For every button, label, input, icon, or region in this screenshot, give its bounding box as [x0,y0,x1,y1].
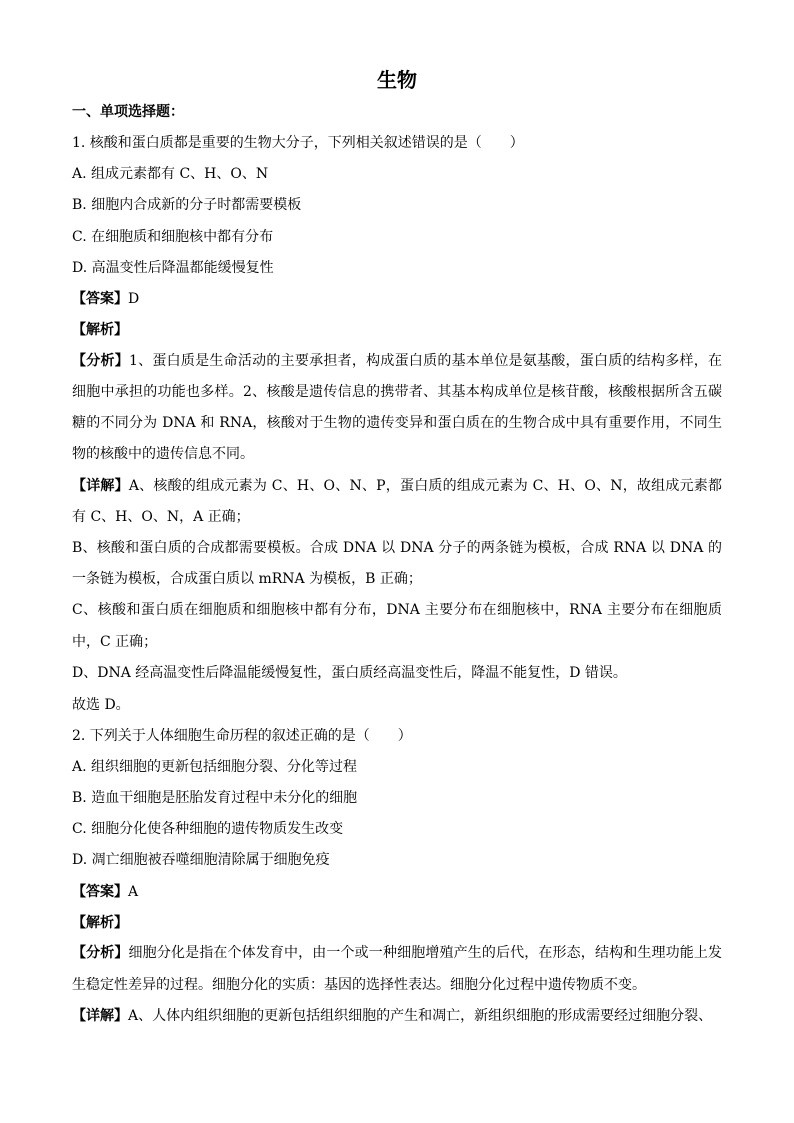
question-2-option-b: B. 造血干细胞是胚胎发育过程中未分化的细胞 [72,790,358,807]
analysis-tag: 【解析】 [72,322,128,339]
question-2-xiangjie-a [72,1006,722,1026]
question-1-answer [72,289,722,309]
question-1-option-a: A. 组成元素都有 C、H、O、N [72,166,269,183]
question-1-option-c: C. 在细胞质和细胞核中都有分布 [72,228,274,245]
question-2-answer [72,882,722,902]
question-2-option-c: C. 细胞分化使各种细胞的遗传物质发生改变 [72,821,344,838]
fenxi-tag: 【分析】 [72,352,129,369]
section-heading: 一、单项选择题： [72,104,184,120]
question-2-analysis-heading [72,913,722,933]
question-1-xiangjie-b: B、核酸和蛋白质的合成都需要模板。合成 DNA 以 DNA 分子的两条链为模板，合成 RNA 以 DNA 的一条链为模板，合成蛋白质以 mRNA 为模板，B 正确； [72,539,722,588]
xiangjie-text: A、核酸的组成元素为 C、H、O、N、P，蛋白质的组成元素为 C、H、O、N，故组成元素都有 C、H、O、N，A 正确； [72,477,722,525]
question-1-analysis-heading [72,320,722,340]
question-1-xiangjie-d: D、DNA 经高温变性后降温能缓慢复性，蛋白质经高温变性后，降温不能复性，D 错误。 [72,665,627,682]
answer-tag: 【答案】 [72,883,128,900]
question-1-fenxi [72,346,722,471]
analysis-tag: 【解析】 [72,914,128,931]
xiangjie-tag: 【详解】 [72,477,129,494]
answer-value: D [128,290,140,307]
fenxi-text: 1、蛋白质是生命活动的主要承担者，构成蛋白质的基本单位是氨基酸，蛋白质的结构多样，在细胞中承担的功能也多样。2、核酸是遗传信息的携带者、其基本构成单位是核苷酸，核酸根据所含五碳糖的不同分为 DNA 和 RNA，核酸对于生物的遗传变异和蛋白质在的生物合成中具有重要作用，不同生物的核酸中的遗传信息不同。 [72,352,723,463]
question-2-stem: 2. 下列关于人体细胞生命历程的叙述正确的是（ ） [72,727,412,744]
page-title: 生物 [377,68,417,92]
answer-value: A [128,883,139,900]
fenxi-text: 细胞分化是指在个体发育中，由一个或一种细胞增殖产生的后代，在形态，结构和生理功能上发生稳定性差异的过程。细胞分化的实质：基因的选择性表达。细胞分化过程中遗传物质不变。 [72,945,723,993]
question-1-stem: 1. 核酸和蛋白质都是重要的生物大分子，下列相关叙述错误的是（ ） [72,135,524,151]
fenxi-tag: 【分析】 [72,945,129,962]
question-1-xiangjie-a [72,471,722,533]
xiangjie-tag: 【详解】 [72,1008,128,1025]
question-1-option-b: B. 细胞内合成新的分子时都需要模板 [72,197,302,214]
answer-tag: 【答案】 [72,290,128,307]
question-1-xiangjie-c: C、核酸和蛋白质在细胞质和细胞核中都有分布，DNA 主要分布在细胞核中，RNA 主要分布在细胞质中，C 正确； [72,602,722,650]
question-1-option-d: D. 高温变性后降温都能缓慢复性 [72,259,274,276]
question-2-option-a: A. 组织细胞的更新包括细胞分裂、分化等过程 [72,758,358,775]
question-1-conclusion: 故选 D。 [72,696,130,713]
question-2-fenxi [72,938,722,1000]
xiangjie-text: A、人体内组织细胞的更新包括组织细胞的产生和凋亡，新组织细胞的形成需要经过细胞分裂、 [128,1008,713,1025]
question-2-option-d: D. 凋亡细胞被吞噬细胞清除属于细胞免疫 [72,852,330,869]
